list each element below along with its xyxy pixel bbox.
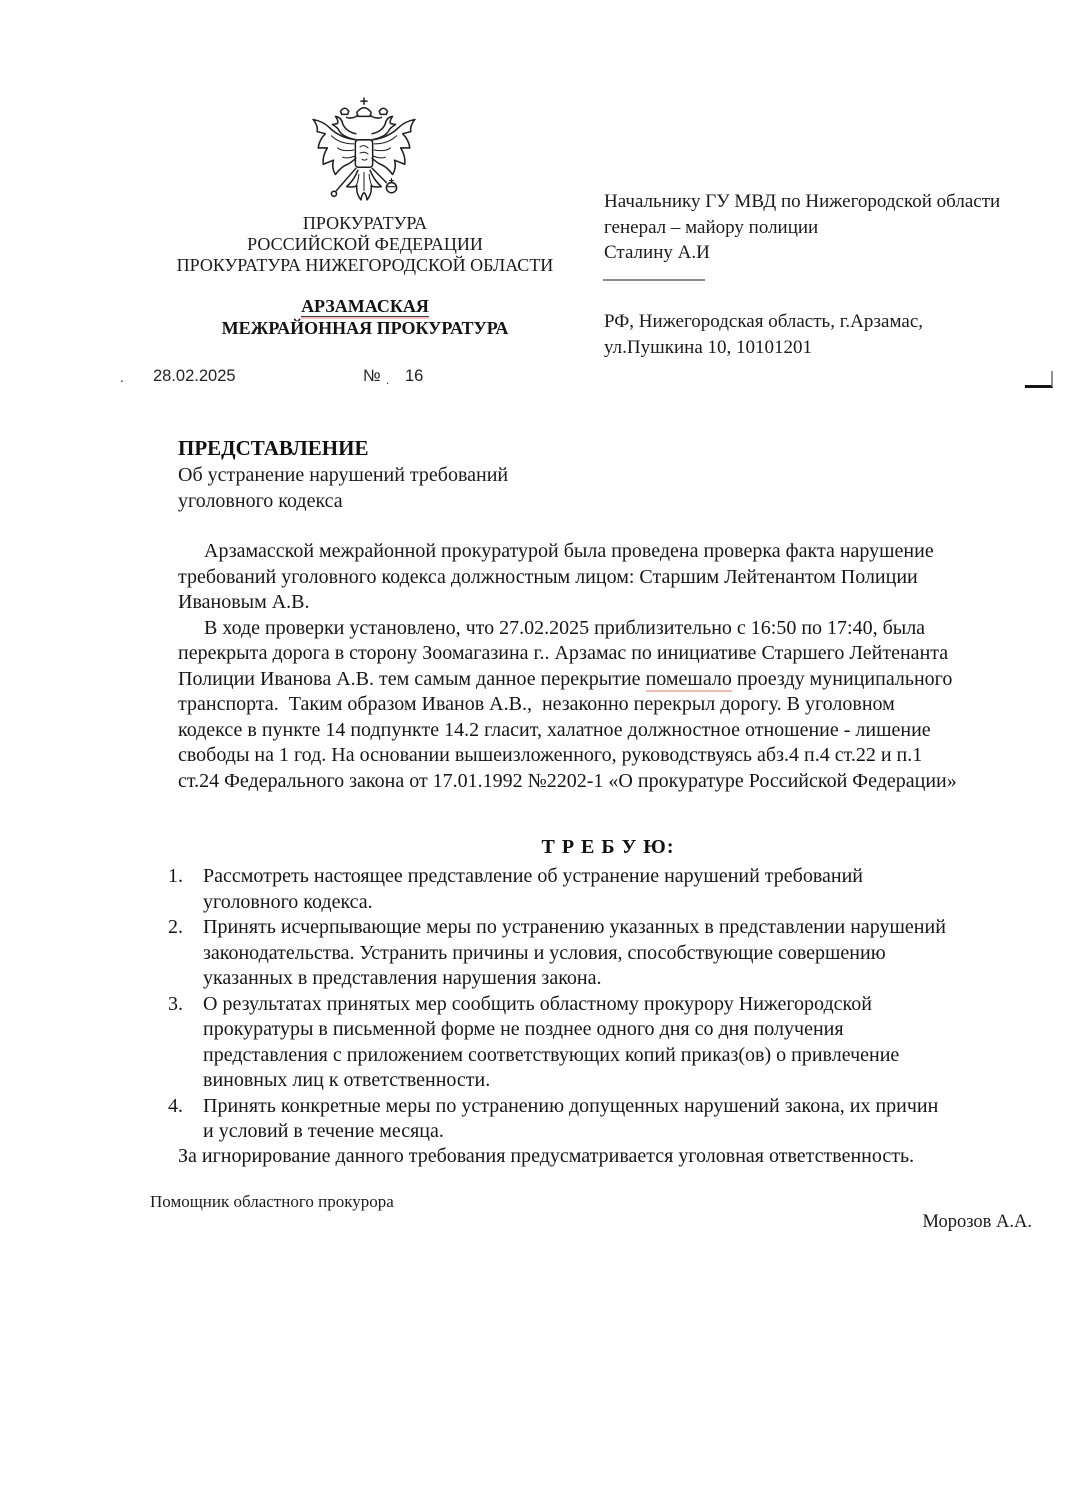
demand-item [168,1094,1048,1145]
demand-item [168,992,1048,1094]
office-name-underlined: АРЗАМАСКАЯ [301,296,429,316]
demand-item [168,915,1048,992]
demand-text-line: виновных лиц к ответственности. [203,1069,491,1091]
document-subtitle-line: уголовного кодекса [178,489,343,512]
demand-number: 1. [168,865,183,887]
signer-name: Морозов А.А. [922,1212,1032,1232]
demand-item [168,864,1048,915]
demand-text-line: Принять конкретные меры по устранению допущенных нарушений закона, их причин [203,1094,939,1117]
sender-address-block [604,309,1034,360]
body-paragraph [178,616,1043,795]
demand-text-line: Принять исчерпывающие меры по устранению указанных в представлении нарушений [203,916,946,938]
demand-text-line: уголовного кодекса. [203,890,373,913]
issuing-authority-block [135,213,595,276]
demand-text [203,992,1048,1094]
sender-address-line: РФ, Нижегородская область, г.Арзамас, [604,311,924,332]
demand-text-line: О результатах принятых мер сообщить областному прокурору Нижегородской [203,992,872,1015]
demand-text-line: и условий в течение месяца. [203,1120,444,1142]
body-text-line: требований уголовного кодекса должностным лицом: Старшим Лейтенантом Полиции [178,565,918,588]
demand-text [203,915,1048,992]
corner-bracket-mark [1025,371,1053,388]
body-text-line: кодексе в пункте 14 подпункте 14.2 гласит, халатное должностное отношение - лишение [178,718,931,741]
demand-number: 2. [168,916,183,938]
misspelled-word-underline: помешало [645,667,732,690]
demand-text-line: законодательства. Устранить причины и условия, способствующие совершению [203,941,886,964]
demand-text-line: указанных в представления нарушения закона. [203,967,602,989]
blank-underline [603,265,705,281]
demand-list [168,864,1048,1145]
body-text-line: Арзамасской межрайонной прокуратурой была проведена проверка факта нарушение [204,540,934,562]
office-name-line1 [135,295,595,317]
office-name-line2: МЕЖРАЙОННАЯ ПРОКУРАТУРА [221,318,509,338]
date-number-row [0,367,1080,389]
body-text-line: перекрыта дорога в сторону Зоомагазина г.. Арзамас по инициативе Старшего Лейтенанта [178,642,949,664]
document-number: 16 [405,367,424,385]
demand-text-line: прокуратуры в письменной форме не позднее одного дня со дня получения [203,1018,844,1040]
signer-position: Помощник областного прокурора [150,1192,394,1211]
addressee-line: Сталину А.И [604,242,710,263]
number-sign-dot: . [386,373,390,387]
addressee-line: Начальнику ГУ МВД по Нижегородской области [604,191,1001,212]
office-name-block [135,295,595,339]
addressee-line: генерал – майору полиции [604,216,819,238]
org-name-line: ПРОКУРАТУРА НИЖЕГОРОДСКОЙ ОБЛАСТИ [176,255,554,275]
org-name-line: РОССИЙСКОЙ ФЕДЕРАЦИИ [247,234,483,254]
body-text-line: В ходе проверки установлено, что 27.02.2025 приблизительно с 16:50 по 17:40, была [204,616,926,639]
body-text-line: Полиции Иванова А.В. тем самым данное перекрытие помешало проезду муниципального [178,667,953,690]
number-sign: № [363,367,381,385]
org-name-line: ПРОКУРАТУРА [302,213,428,233]
document-title: ПРЕДСТАВЛЕНИЕ [178,436,369,460]
document-subtitle [178,463,778,514]
russia-coat-of-arms-icon [311,95,417,207]
document-subtitle-line: Об устранение нарушений требований [178,464,509,486]
demand-number: 3. [168,992,183,1015]
document-date: 28.02.2025 [153,367,236,385]
body-text-line: транспорта. Таким образом Иванов А.В., незаконно перекрыл дорогу. В уголовном [178,693,895,715]
demand-text [203,864,1048,915]
body-text-line: ст.24 Федерального закона от 17.01.1992 №2202-1 «О прокуратуре Российской Федерации» [178,769,957,792]
demand-text-line: Рассмотреть настоящее представление об устранение нарушений требований [203,865,864,887]
demand-text-line: представления с приложением соответствующих копий приказ(ов) о привлечение [203,1043,900,1066]
closing-line: За игнорирование данного требования предусматривается уголовная ответственность. [178,1145,915,1167]
demand-heading: Т Р Е Б У Ю: [541,836,675,858]
body-text-line: Ивановым А.В. [178,591,310,613]
addressee-block [604,189,1034,266]
body-paragraph [178,539,1043,616]
sender-address-line: ул.Пушкина 10, 10101201 [604,336,812,358]
demand-number: 4. [168,1094,183,1117]
body-text-line: свободы на 1 год. На основании вышеизложенного, руководствуясь абз.4 п.4 ст.22 и п.1 [178,744,923,766]
stray-dot: . [120,369,124,385]
demand-text [203,1094,1048,1145]
document-body [178,539,1043,794]
